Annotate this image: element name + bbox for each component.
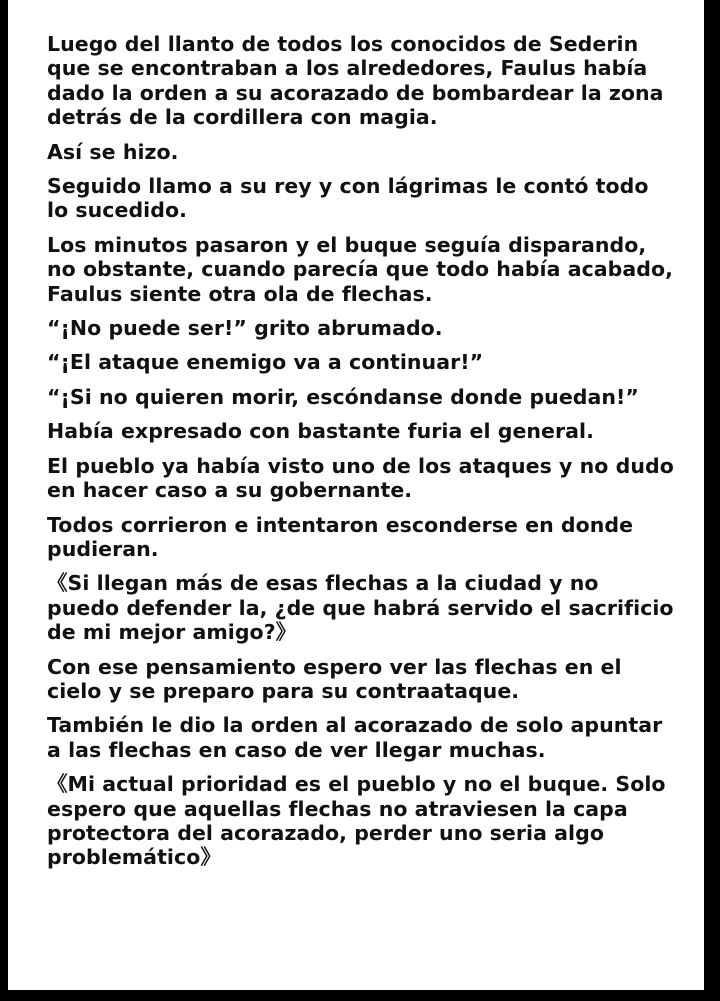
paragraph-13: También le dio la orden al acorazado de solo apuntar a las flechas en caso de ver llegar muchas. (47, 713, 663, 762)
paragraph-5: “¡No puede ser!” grito abrumado. (47, 316, 443, 341)
paragraph-6: “¡El ataque enemigo va a continuar!” (47, 350, 484, 375)
paragraph-11: 《Si llegan más de esas flechas a la ciudad y no puedo defender la, ¿de que habrá servido el sacrificio de mi mejor amigo?》 (47, 571, 674, 645)
paragraph-9: El pueblo ya había visto uno de los ataques y no dudo en hacer caso a su gobernante. (47, 453, 674, 503)
paragraph-3: Seguido llamo a su rey y con lágrimas le contó todo lo sucedido. (47, 174, 649, 223)
paragraph-1: Luego del llanto de todos los conocidos de Sederin que se encontraban a los alrededores, Faulus había dado la orden a su acorazado de bombardear la zona detrás de la cordillera con magia. (47, 32, 664, 130)
paragraph-8: Había expresado con bastante furia el general. (47, 419, 594, 444)
paragraph-7: “¡Si no quieren morir, escóndanse donde puedan!” (47, 384, 639, 409)
text-page (8, 0, 704, 990)
paragraph-4: Los minutos pasaron y el buque seguía disparando, no obstante, cuando parecía que todo había acabado, Faulus siente otra ola de flechas. (47, 232, 673, 306)
paragraph-14: 《Mi actual prioridad es el pueblo y no el buque. Solo espero que aquellas flechas no atraviesen la capa protectora del acorazado, perder uno seria algo problemático》 (47, 772, 666, 870)
paragraph-12: Con ese pensamiento espero ver las flechas en el cielo y se preparo para su contraataque. (47, 654, 622, 703)
paragraph-10: Todos corrieron e intentaron esconderse en donde pudieran. (47, 512, 634, 561)
paragraph-2: Así se hizo. (47, 139, 179, 164)
